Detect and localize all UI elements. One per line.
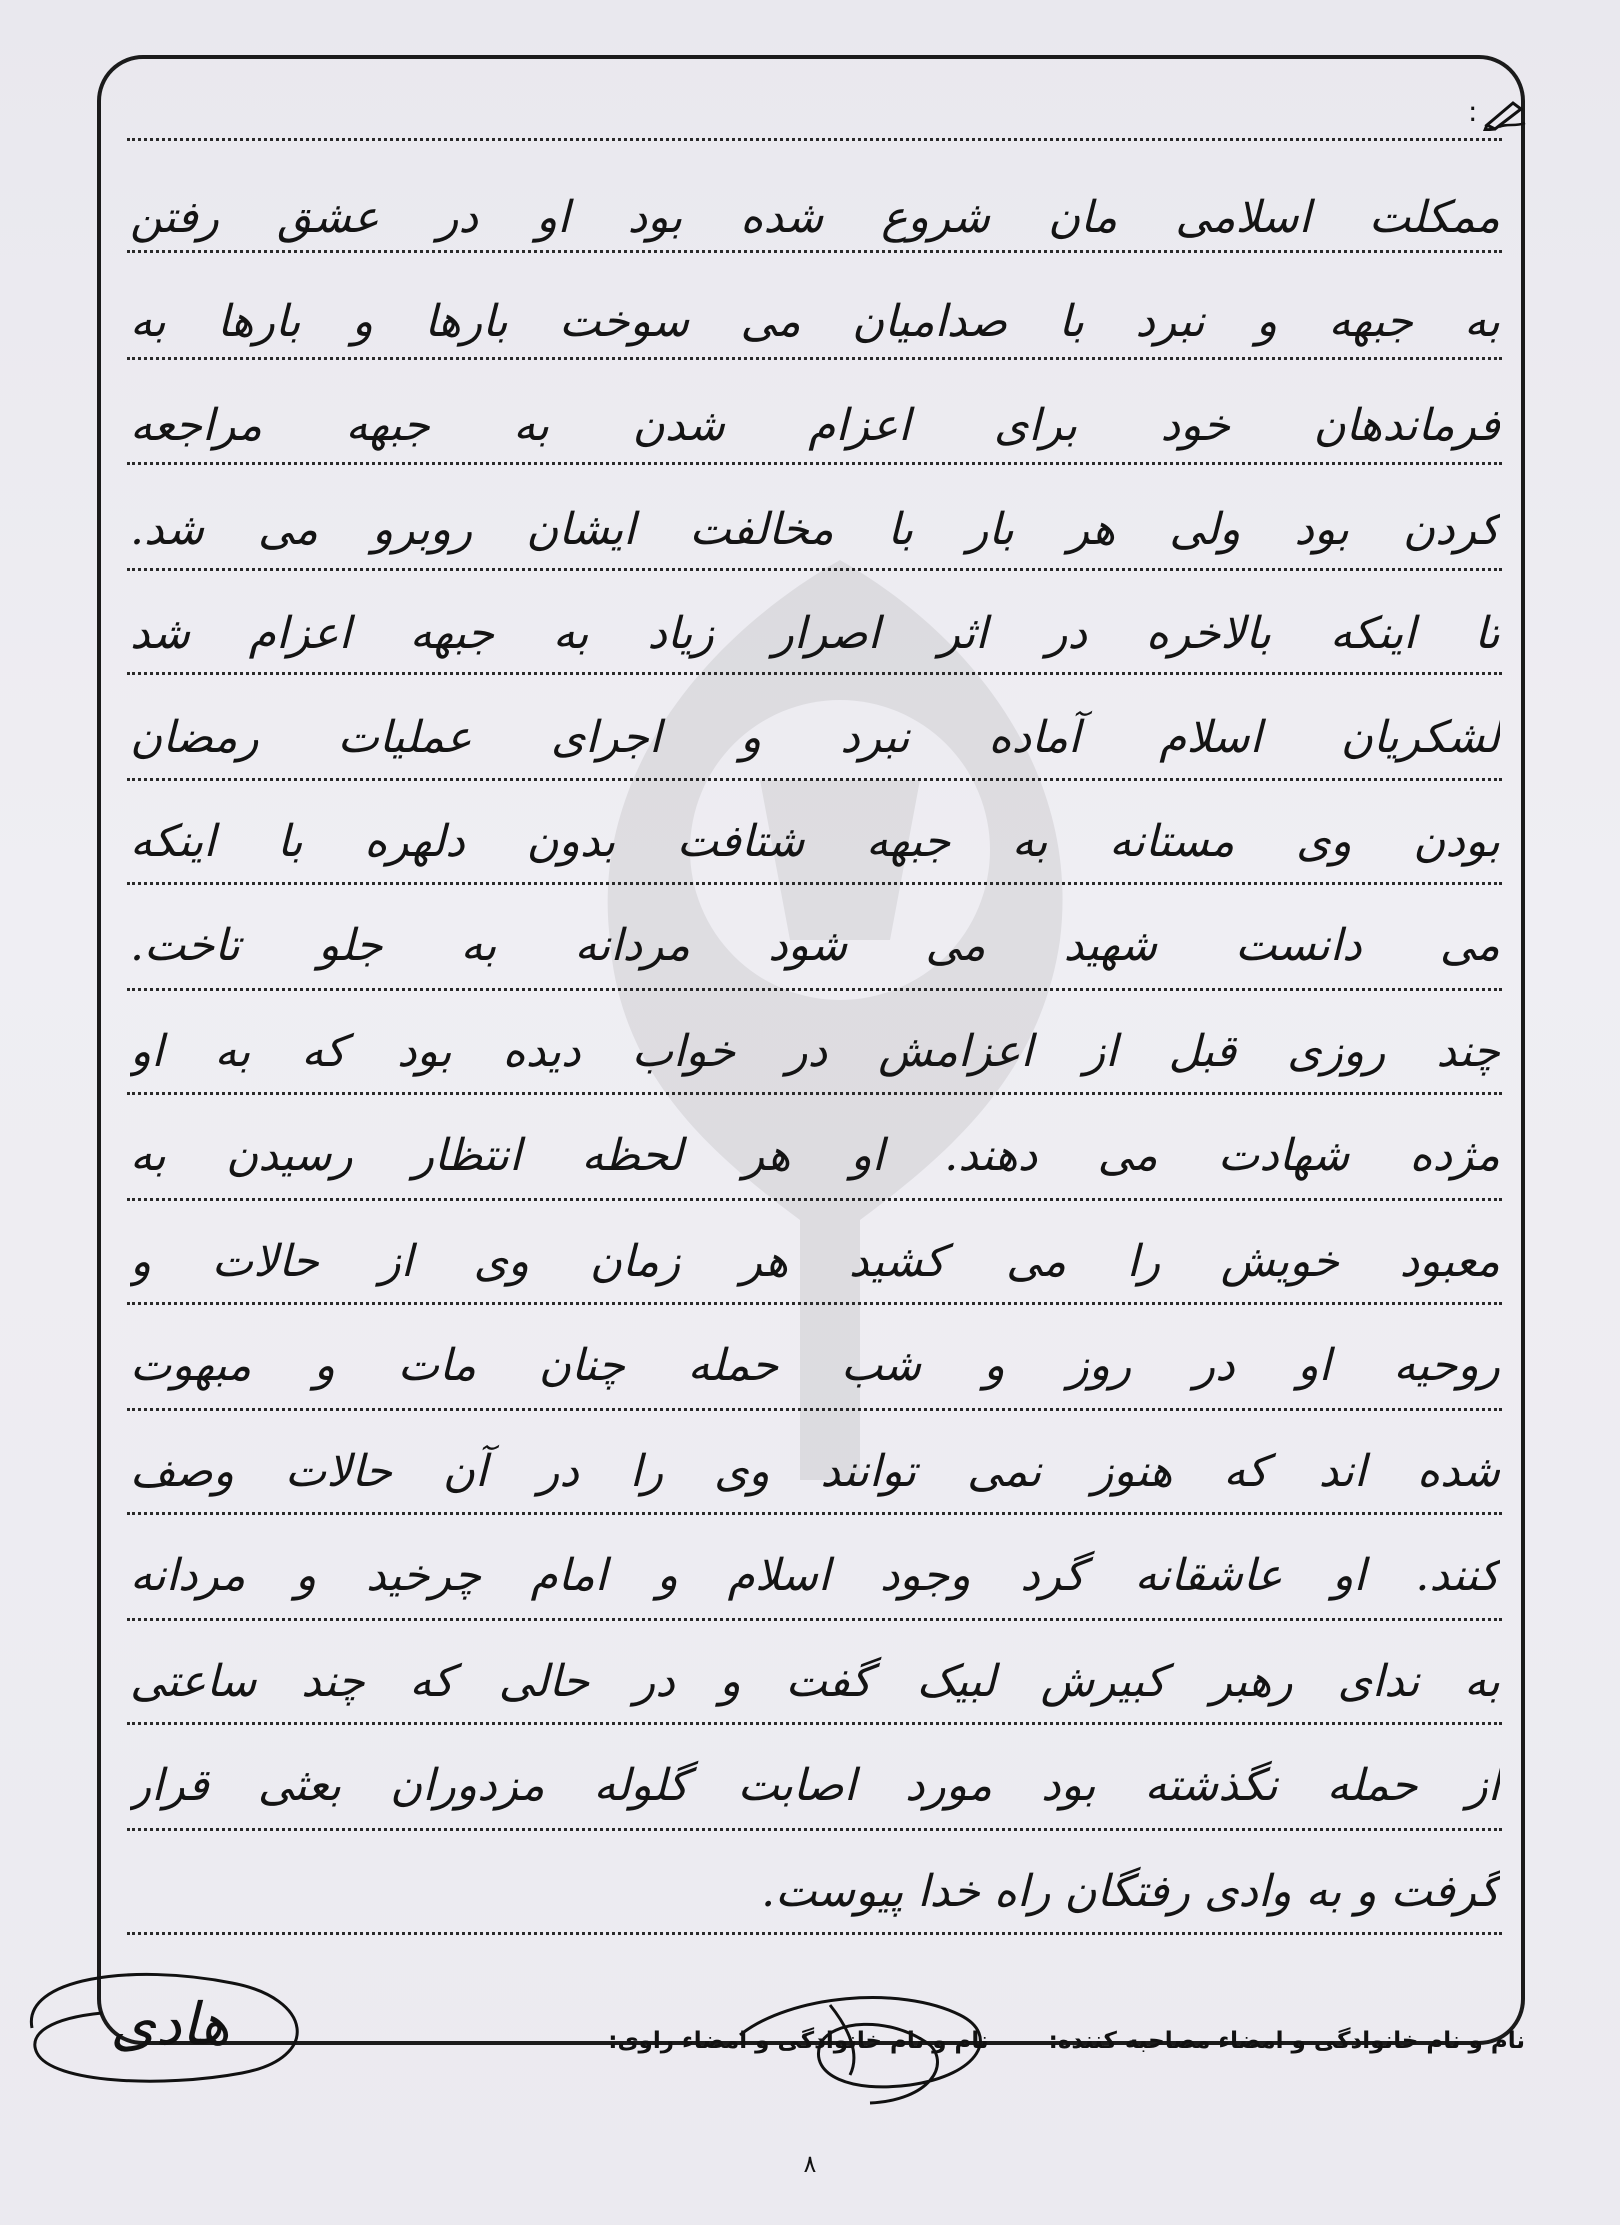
- ruled-line: [127, 1302, 1502, 1305]
- ruled-line: [127, 1722, 1502, 1725]
- interviewer-signature-label: نام و نام خانوادگی و امضاء مصاحبه کننده:: [1048, 2028, 1525, 2054]
- header-colon: :: [1468, 95, 1478, 128]
- handwritten-line-1: ممکلت اسلامی مان شروع شده بود او در عشق رفتن: [130, 192, 1500, 243]
- handwritten-line-11: معبود خویش را می کشید هر زمان وی از حالات و: [130, 1236, 1500, 1287]
- ruled-line: [127, 1512, 1502, 1515]
- handwritten-line-12: روحیه او در روز و شب حمله چنان مات و مبهوت: [130, 1340, 1500, 1391]
- ruled-line: [127, 1092, 1502, 1095]
- narrator-signature-name: هادی: [110, 1990, 230, 2058]
- handwritten-line-16: از حمله نگذشته بود مورد اصابت گلوله مزدوران بعثی قرار: [130, 1760, 1500, 1811]
- handwritten-line-17: گرفت و به وادی رفتگان راه خدا پیوست.: [761, 1866, 1500, 1917]
- handwritten-line-7: بودن وی مستانه به جبهه شتافت بدون دلهره با اینکه: [130, 816, 1500, 867]
- handwritten-line-3: فرماندهان خود برای اعزام شدن به جبهه مراجعه: [130, 400, 1500, 451]
- ruled-line: [127, 1408, 1502, 1411]
- handwritten-line-9: چند روزی قبل از اعزامش در خواب دیده بود که به او: [130, 1026, 1500, 1077]
- ruled-line: [127, 882, 1502, 885]
- handwritten-line-6: لشکریان اسلام آماده نبرد و اجرای عملیات رمضان: [130, 712, 1500, 763]
- interviewer-signature: [700, 1975, 1020, 2115]
- handwritten-line-13: شده اند که هنوز نمی توانند وی را در آن حالات وصف: [130, 1446, 1500, 1497]
- ruled-line: [127, 1828, 1502, 1831]
- handwritten-line-10: مژده شهادت می دهند. او هر لحظه انتظار رسیدن به: [130, 1130, 1500, 1181]
- ruled-line: [127, 778, 1502, 781]
- handwritten-line-2: به جبهه و نبرد با صدامیان می سوخت بارها و بارها به: [130, 296, 1500, 347]
- ruled-line: [127, 1198, 1502, 1201]
- pen-writing-icon: [1483, 97, 1527, 131]
- page-number: ۸: [803, 2150, 817, 2178]
- ruled-line: [127, 988, 1502, 991]
- ruled-line: [127, 1932, 1502, 1935]
- ruled-line: [127, 1618, 1502, 1621]
- narrator-signature-label: نام و نام خانوادگی و امضاء راوی:: [608, 2028, 989, 2054]
- handwritten-line-5: تا اینکه بالاخره در اثر اصرار زیاد به جبهه اعزام شد: [130, 608, 1500, 659]
- handwritten-line-8: می دانست شهید می شود مردانه به جلو تاخت.: [130, 920, 1500, 971]
- handwritten-line-14: کنند. او عاشقانه گرد وجود اسلام و امام چرخید و مردانه: [130, 1550, 1500, 1601]
- handwritten-line-4: کردن بود ولی هر بار با مخالفت ایشان روبرو می شد.: [130, 504, 1500, 555]
- ruled-line: [127, 138, 1502, 141]
- handwritten-line-15: به ندای رهبر کبیرش لبیک گفت و در حالی که چند ساعتی: [130, 1656, 1500, 1707]
